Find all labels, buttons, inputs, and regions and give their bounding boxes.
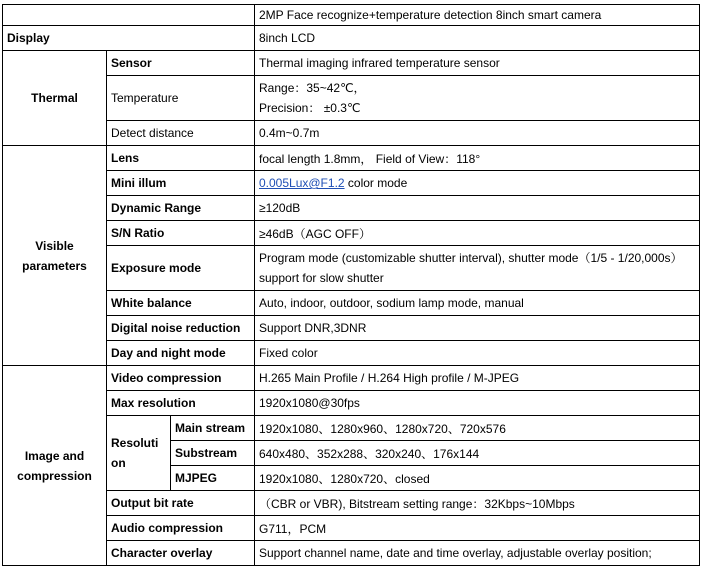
temperature-precision: Precision： ±0.3℃ bbox=[259, 101, 361, 115]
character-overlay-value: Support channel name, date and time overlay, adjustable overlay position; bbox=[255, 541, 700, 566]
resolution-label: Resoluti on bbox=[107, 416, 171, 491]
dynamic-range-label: Dynamic Range bbox=[107, 196, 255, 221]
table-row bbox=[3, 516, 700, 541]
table-row bbox=[3, 221, 700, 246]
table-row bbox=[3, 366, 700, 391]
video-compression-label: Video compression bbox=[107, 366, 255, 391]
substream-value: 640x480、352x288、320x240、176x144 bbox=[255, 441, 700, 466]
detect-distance-label: Detect distance bbox=[107, 121, 255, 146]
temperature-range: Range：35~42℃， bbox=[259, 81, 366, 95]
display-label: Display bbox=[3, 26, 255, 51]
header-empty-cell bbox=[3, 5, 255, 26]
max-resolution-label: Max resolution bbox=[107, 391, 255, 416]
temperature-label: Temperature bbox=[107, 76, 255, 121]
image-group-label: Image and compression bbox=[3, 366, 107, 566]
table-row bbox=[3, 291, 700, 316]
dnr-label: Digital noise reduction bbox=[107, 316, 255, 341]
temperature-value bbox=[255, 76, 700, 121]
main-stream-value: 1920x1080、1280x960、1280x720、720x576 bbox=[255, 416, 700, 441]
output-bit-rate-value: （CBR or VBR), Bitstream setting range：32Kbps~10Mbps bbox=[255, 491, 700, 516]
table-row bbox=[3, 76, 700, 121]
thermal-group-label: Thermal bbox=[3, 51, 107, 146]
table-row bbox=[3, 491, 700, 516]
display-value: 8inch LCD bbox=[255, 26, 700, 51]
dnr-value: Support DNR,3DNR bbox=[255, 316, 700, 341]
table-row bbox=[3, 146, 700, 171]
table-row bbox=[3, 391, 700, 416]
sensor-value: Thermal imaging infrared temperature sensor bbox=[255, 51, 700, 76]
product-title: 2MP Face recognize+temperature detection 8inch smart camera bbox=[255, 5, 700, 26]
sn-ratio-label: S/N Ratio bbox=[107, 221, 255, 246]
white-balance-value: Auto, indoor, outdoor, sodium lamp mode, manual bbox=[255, 291, 700, 316]
sn-ratio-value: ≥46dB（AGC OFF） bbox=[255, 221, 700, 246]
mjpeg-value: 1920x1080、1280x720、closed bbox=[255, 466, 700, 491]
visible-group-label: Visible parameters bbox=[3, 146, 107, 366]
spec-table bbox=[2, 4, 700, 566]
lens-label: Lens bbox=[107, 146, 255, 171]
exposure-mode-value: Program mode (customizable shutter interval), shutter mode（1/5 - 1/20,000s） support for slow shutter bbox=[255, 246, 700, 291]
substream-label: Substream bbox=[171, 441, 255, 466]
table-row bbox=[3, 196, 700, 221]
mini-illum-link[interactable]: 0.005Lux@F1.2 bbox=[259, 176, 345, 190]
table-row bbox=[3, 246, 700, 291]
table-row bbox=[3, 416, 700, 441]
sensor-label: Sensor bbox=[107, 51, 255, 76]
table-row bbox=[3, 51, 700, 76]
exposure-mode-label: Exposure mode bbox=[107, 246, 255, 291]
video-compression-value: H.265 Main Profile / H.264 High profile / M-JPEG bbox=[255, 366, 700, 391]
output-bit-rate-label: Output bit rate bbox=[107, 491, 255, 516]
day-night-value: Fixed color bbox=[255, 341, 700, 366]
mini-illum-value bbox=[255, 171, 700, 196]
character-overlay-label: Character overlay bbox=[107, 541, 255, 566]
mjpeg-label: MJPEG bbox=[171, 466, 255, 491]
table-row bbox=[3, 26, 700, 51]
audio-compression-label: Audio compression bbox=[107, 516, 255, 541]
lens-value: focal length 1.8mm， Field of View：118° bbox=[255, 146, 700, 171]
table-row bbox=[3, 541, 700, 566]
day-night-label: Day and night mode bbox=[107, 341, 255, 366]
mini-illum-label: Mini illum bbox=[107, 171, 255, 196]
table-row bbox=[3, 171, 700, 196]
table-row bbox=[3, 341, 700, 366]
main-stream-label: Main stream bbox=[171, 416, 255, 441]
table-row bbox=[3, 316, 700, 341]
table-row bbox=[3, 121, 700, 146]
mini-illum-suffix: color mode bbox=[344, 176, 408, 190]
detect-distance-value: 0.4m~0.7m bbox=[255, 121, 700, 146]
dynamic-range-value: ≥120dB bbox=[255, 196, 700, 221]
white-balance-label: White balance bbox=[107, 291, 255, 316]
audio-compression-value: G711，PCM bbox=[255, 516, 700, 541]
max-resolution-value: 1920x1080@30fps bbox=[255, 391, 700, 416]
table-row bbox=[3, 5, 700, 26]
